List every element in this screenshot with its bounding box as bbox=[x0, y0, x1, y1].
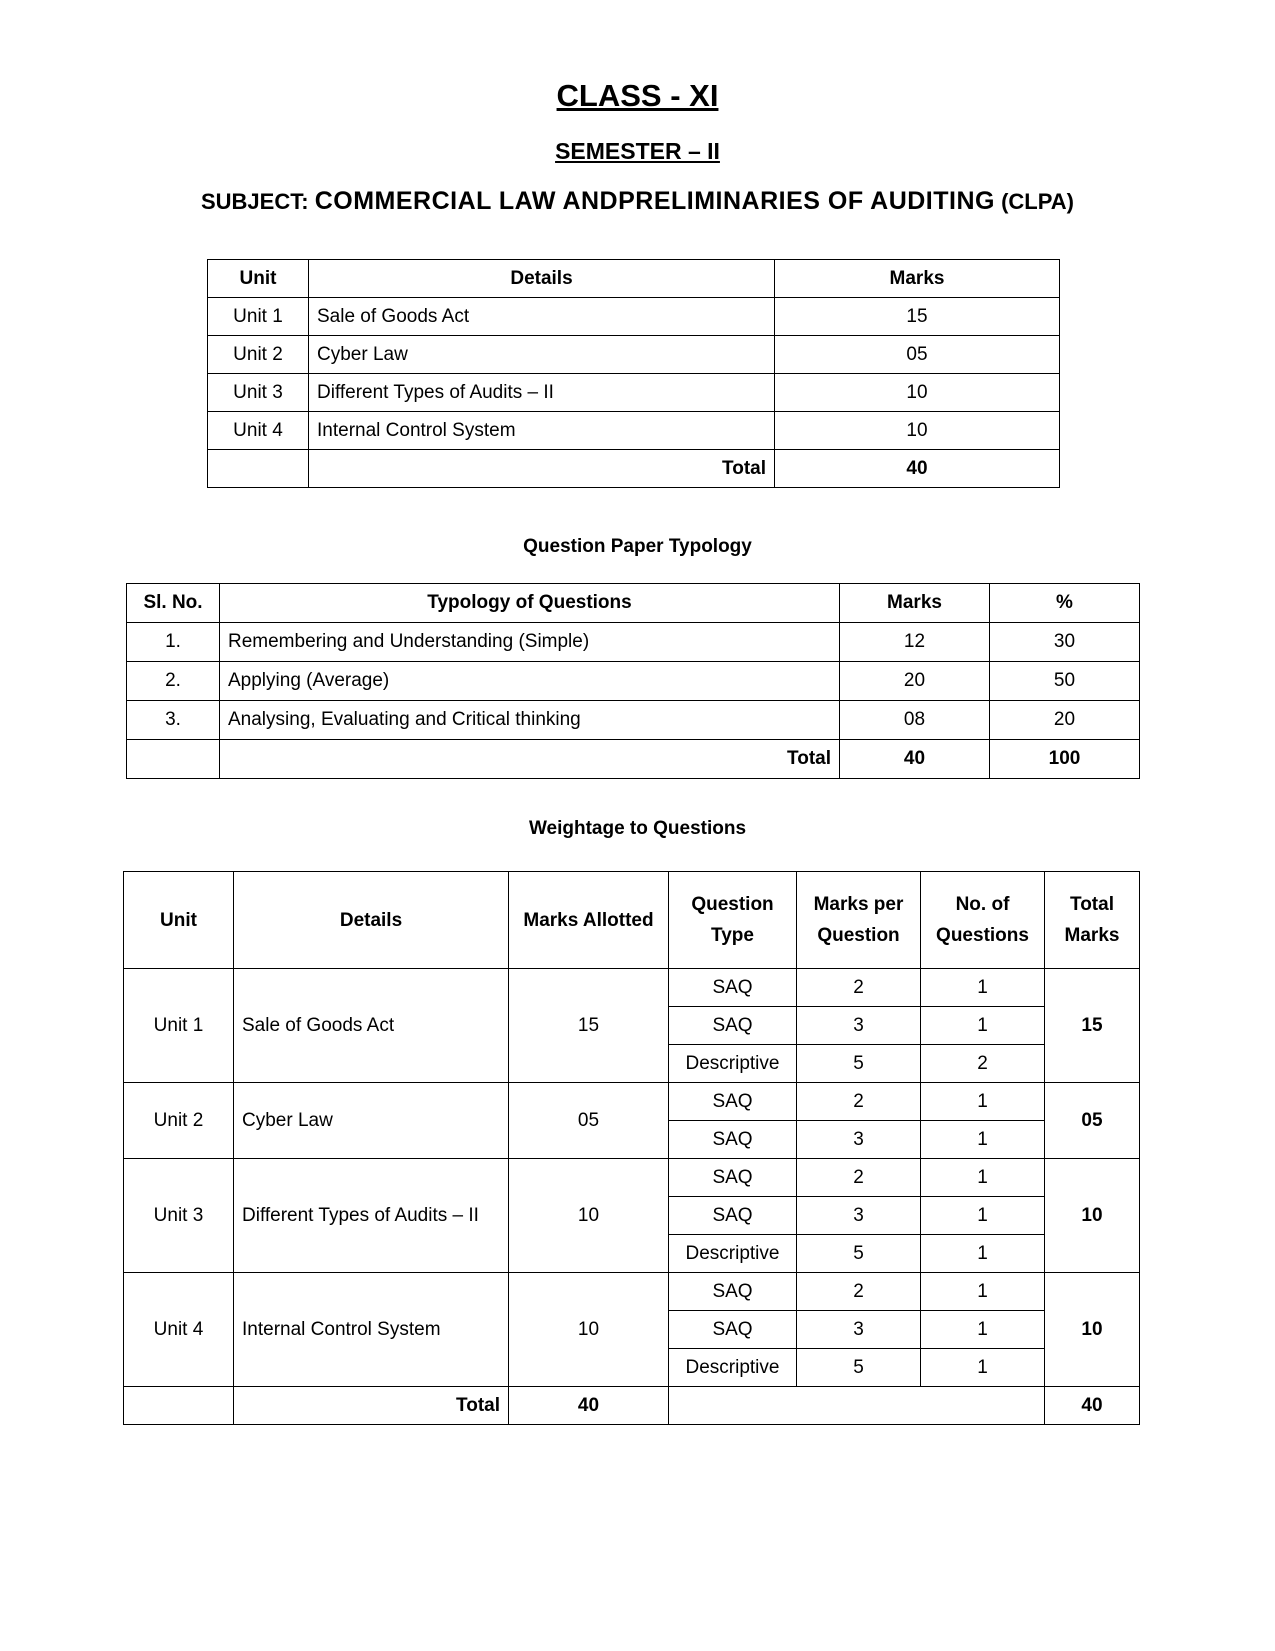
details-cell: Internal Control System bbox=[234, 1273, 509, 1387]
header-line: Questions bbox=[936, 925, 1029, 946]
unit-total-cell: 15 bbox=[1045, 969, 1140, 1083]
allotted-cell: 05 bbox=[509, 1083, 669, 1159]
question-type-cell: Descriptive bbox=[669, 1349, 797, 1387]
count-cell: 1 bbox=[921, 969, 1045, 1007]
class-title: CLASS - XI bbox=[556, 78, 719, 113]
header-line: Type bbox=[711, 925, 754, 946]
subject-code: (CLPA) bbox=[1001, 189, 1075, 214]
empty-cell bbox=[208, 450, 309, 488]
count-cell: 1 bbox=[921, 1273, 1045, 1311]
question-type-cell: SAQ bbox=[669, 1083, 797, 1121]
table-row bbox=[208, 374, 1060, 412]
header-question-type bbox=[669, 872, 797, 969]
header-line: Total bbox=[1070, 894, 1114, 915]
sl-cell: 3. bbox=[127, 701, 220, 740]
header-details: Details bbox=[234, 872, 509, 969]
header-details: Details bbox=[309, 260, 775, 298]
total-label: Total bbox=[220, 740, 840, 779]
table-row bbox=[127, 662, 1140, 701]
weightage-caption: Weightage to Questions bbox=[528, 818, 747, 839]
table-row bbox=[208, 298, 1060, 336]
marks-per-cell: 2 bbox=[797, 1273, 921, 1311]
marks-cell: 20 bbox=[840, 662, 990, 701]
marks-per-cell: 3 bbox=[797, 1197, 921, 1235]
allotted-cell: 10 bbox=[509, 1273, 669, 1387]
total-percent: 100 bbox=[990, 740, 1140, 779]
total-marks: 40 bbox=[775, 450, 1060, 488]
table-header-row bbox=[208, 260, 1060, 298]
empty-cell bbox=[669, 1387, 1045, 1425]
unit-cell: Unit 1 bbox=[124, 969, 234, 1083]
question-type-cell: SAQ bbox=[669, 969, 797, 1007]
typology-cell: Applying (Average) bbox=[220, 662, 840, 701]
details-cell: Internal Control System bbox=[309, 412, 775, 450]
details-cell: Cyber Law bbox=[309, 336, 775, 374]
unit-total-cell: 05 bbox=[1045, 1083, 1140, 1159]
table-header-row bbox=[124, 872, 1140, 969]
header-line: Marks per bbox=[813, 894, 904, 915]
count-cell: 1 bbox=[921, 1311, 1045, 1349]
details-cell: Different Types of Audits – II bbox=[309, 374, 775, 412]
question-type-cell: SAQ bbox=[669, 1007, 797, 1045]
table-row bbox=[208, 412, 1060, 450]
percent-cell: 30 bbox=[990, 623, 1140, 662]
empty-cell bbox=[124, 1387, 234, 1425]
table-row bbox=[124, 1159, 1140, 1197]
typology-cell: Remembering and Understanding (Simple) bbox=[220, 623, 840, 662]
count-cell: 1 bbox=[921, 1349, 1045, 1387]
details-cell: Sale of Goods Act bbox=[234, 969, 509, 1083]
weightage-table bbox=[123, 871, 1140, 1425]
percent-cell: 20 bbox=[990, 701, 1140, 740]
sl-cell: 1. bbox=[127, 623, 220, 662]
unit-cell: Unit 1 bbox=[208, 298, 309, 336]
header-line: Question bbox=[691, 894, 774, 915]
allotted-cell: 15 bbox=[509, 969, 669, 1083]
count-cell: 1 bbox=[921, 1007, 1045, 1045]
table-row bbox=[124, 1273, 1140, 1311]
semester-title: SEMESTER – II bbox=[555, 138, 720, 164]
marks-per-cell: 2 bbox=[797, 1083, 921, 1121]
header-marks-per-question bbox=[797, 872, 921, 969]
table-header-row bbox=[127, 584, 1140, 623]
marks-per-cell: 3 bbox=[797, 1121, 921, 1159]
question-type-cell: SAQ bbox=[669, 1159, 797, 1197]
header-line: Question bbox=[817, 925, 900, 946]
total-marks: 40 bbox=[1045, 1387, 1140, 1425]
unit-cell: Unit 3 bbox=[124, 1159, 234, 1273]
unit-total-cell: 10 bbox=[1045, 1273, 1140, 1387]
total-marks: 40 bbox=[840, 740, 990, 779]
subject-prefix: SUBJECT: bbox=[200, 189, 309, 214]
count-cell: 2 bbox=[921, 1045, 1045, 1083]
percent-cell: 50 bbox=[990, 662, 1140, 701]
total-row bbox=[124, 1387, 1140, 1425]
table-row bbox=[127, 623, 1140, 662]
details-cell: Sale of Goods Act bbox=[309, 298, 775, 336]
marks-per-cell: 3 bbox=[797, 1311, 921, 1349]
marks-per-cell: 5 bbox=[797, 1235, 921, 1273]
header-marks: Marks bbox=[840, 584, 990, 623]
table-row bbox=[208, 336, 1060, 374]
total-allotted: 40 bbox=[509, 1387, 669, 1425]
marks-cell: 15 bbox=[775, 298, 1060, 336]
unit-cell: Unit 4 bbox=[124, 1273, 234, 1387]
subject-name: COMMERCIAL LAW ANDPRELIMINARIES OF AUDITING bbox=[314, 187, 995, 215]
units-marks-table bbox=[207, 259, 1060, 488]
total-label: Total bbox=[234, 1387, 509, 1425]
marks-cell: 05 bbox=[775, 336, 1060, 374]
total-row bbox=[127, 740, 1140, 779]
header-line: Marks bbox=[1064, 925, 1120, 946]
header-typology: Typology of Questions bbox=[220, 584, 840, 623]
marks-per-cell: 5 bbox=[797, 1349, 921, 1387]
marks-cell: 08 bbox=[840, 701, 990, 740]
table-row bbox=[127, 701, 1140, 740]
count-cell: 1 bbox=[921, 1235, 1045, 1273]
header-total-marks bbox=[1045, 872, 1140, 969]
typology-caption: Question Paper Typology bbox=[523, 536, 752, 557]
empty-cell bbox=[127, 740, 220, 779]
details-cell: Different Types of Audits – II bbox=[234, 1159, 509, 1273]
question-typology-table bbox=[126, 583, 1140, 779]
typology-cell: Analysing, Evaluating and Critical thinking bbox=[220, 701, 840, 740]
details-cell: Cyber Law bbox=[234, 1083, 509, 1159]
unit-cell: Unit 4 bbox=[208, 412, 309, 450]
count-cell: 1 bbox=[921, 1159, 1045, 1197]
marks-cell: 12 bbox=[840, 623, 990, 662]
header-line: No. of bbox=[955, 894, 1010, 915]
count-cell: 1 bbox=[921, 1197, 1045, 1235]
total-label: Total bbox=[309, 450, 775, 488]
marks-per-cell: 5 bbox=[797, 1045, 921, 1083]
unit-cell: Unit 3 bbox=[208, 374, 309, 412]
total-row bbox=[208, 450, 1060, 488]
question-type-cell: SAQ bbox=[669, 1121, 797, 1159]
marks-per-cell: 2 bbox=[797, 969, 921, 1007]
unit-cell: Unit 2 bbox=[124, 1083, 234, 1159]
header-no-of-questions bbox=[921, 872, 1045, 969]
question-type-cell: SAQ bbox=[669, 1273, 797, 1311]
header-unit: Unit bbox=[208, 260, 309, 298]
question-type-cell: SAQ bbox=[669, 1311, 797, 1349]
header-sl-no: Sl. No. bbox=[127, 584, 220, 623]
allotted-cell: 10 bbox=[509, 1159, 669, 1273]
marks-per-cell: 3 bbox=[797, 1007, 921, 1045]
question-type-cell: Descriptive bbox=[669, 1235, 797, 1273]
marks-cell: 10 bbox=[775, 412, 1060, 450]
table-row bbox=[124, 969, 1140, 1007]
count-cell: 1 bbox=[921, 1083, 1045, 1121]
unit-cell: Unit 2 bbox=[208, 336, 309, 374]
marks-per-cell: 2 bbox=[797, 1159, 921, 1197]
unit-total-cell: 10 bbox=[1045, 1159, 1140, 1273]
header-marks: Marks bbox=[775, 260, 1060, 298]
header-percent: % bbox=[990, 584, 1140, 623]
sl-cell: 2. bbox=[127, 662, 220, 701]
count-cell: 1 bbox=[921, 1121, 1045, 1159]
header-marks-allotted: Marks Allotted bbox=[509, 872, 669, 969]
question-type-cell: SAQ bbox=[669, 1197, 797, 1235]
table-row bbox=[124, 1083, 1140, 1121]
subject-line bbox=[0, 187, 1275, 216]
question-type-cell: Descriptive bbox=[669, 1045, 797, 1083]
marks-cell: 10 bbox=[775, 374, 1060, 412]
header-unit: Unit bbox=[124, 872, 234, 969]
